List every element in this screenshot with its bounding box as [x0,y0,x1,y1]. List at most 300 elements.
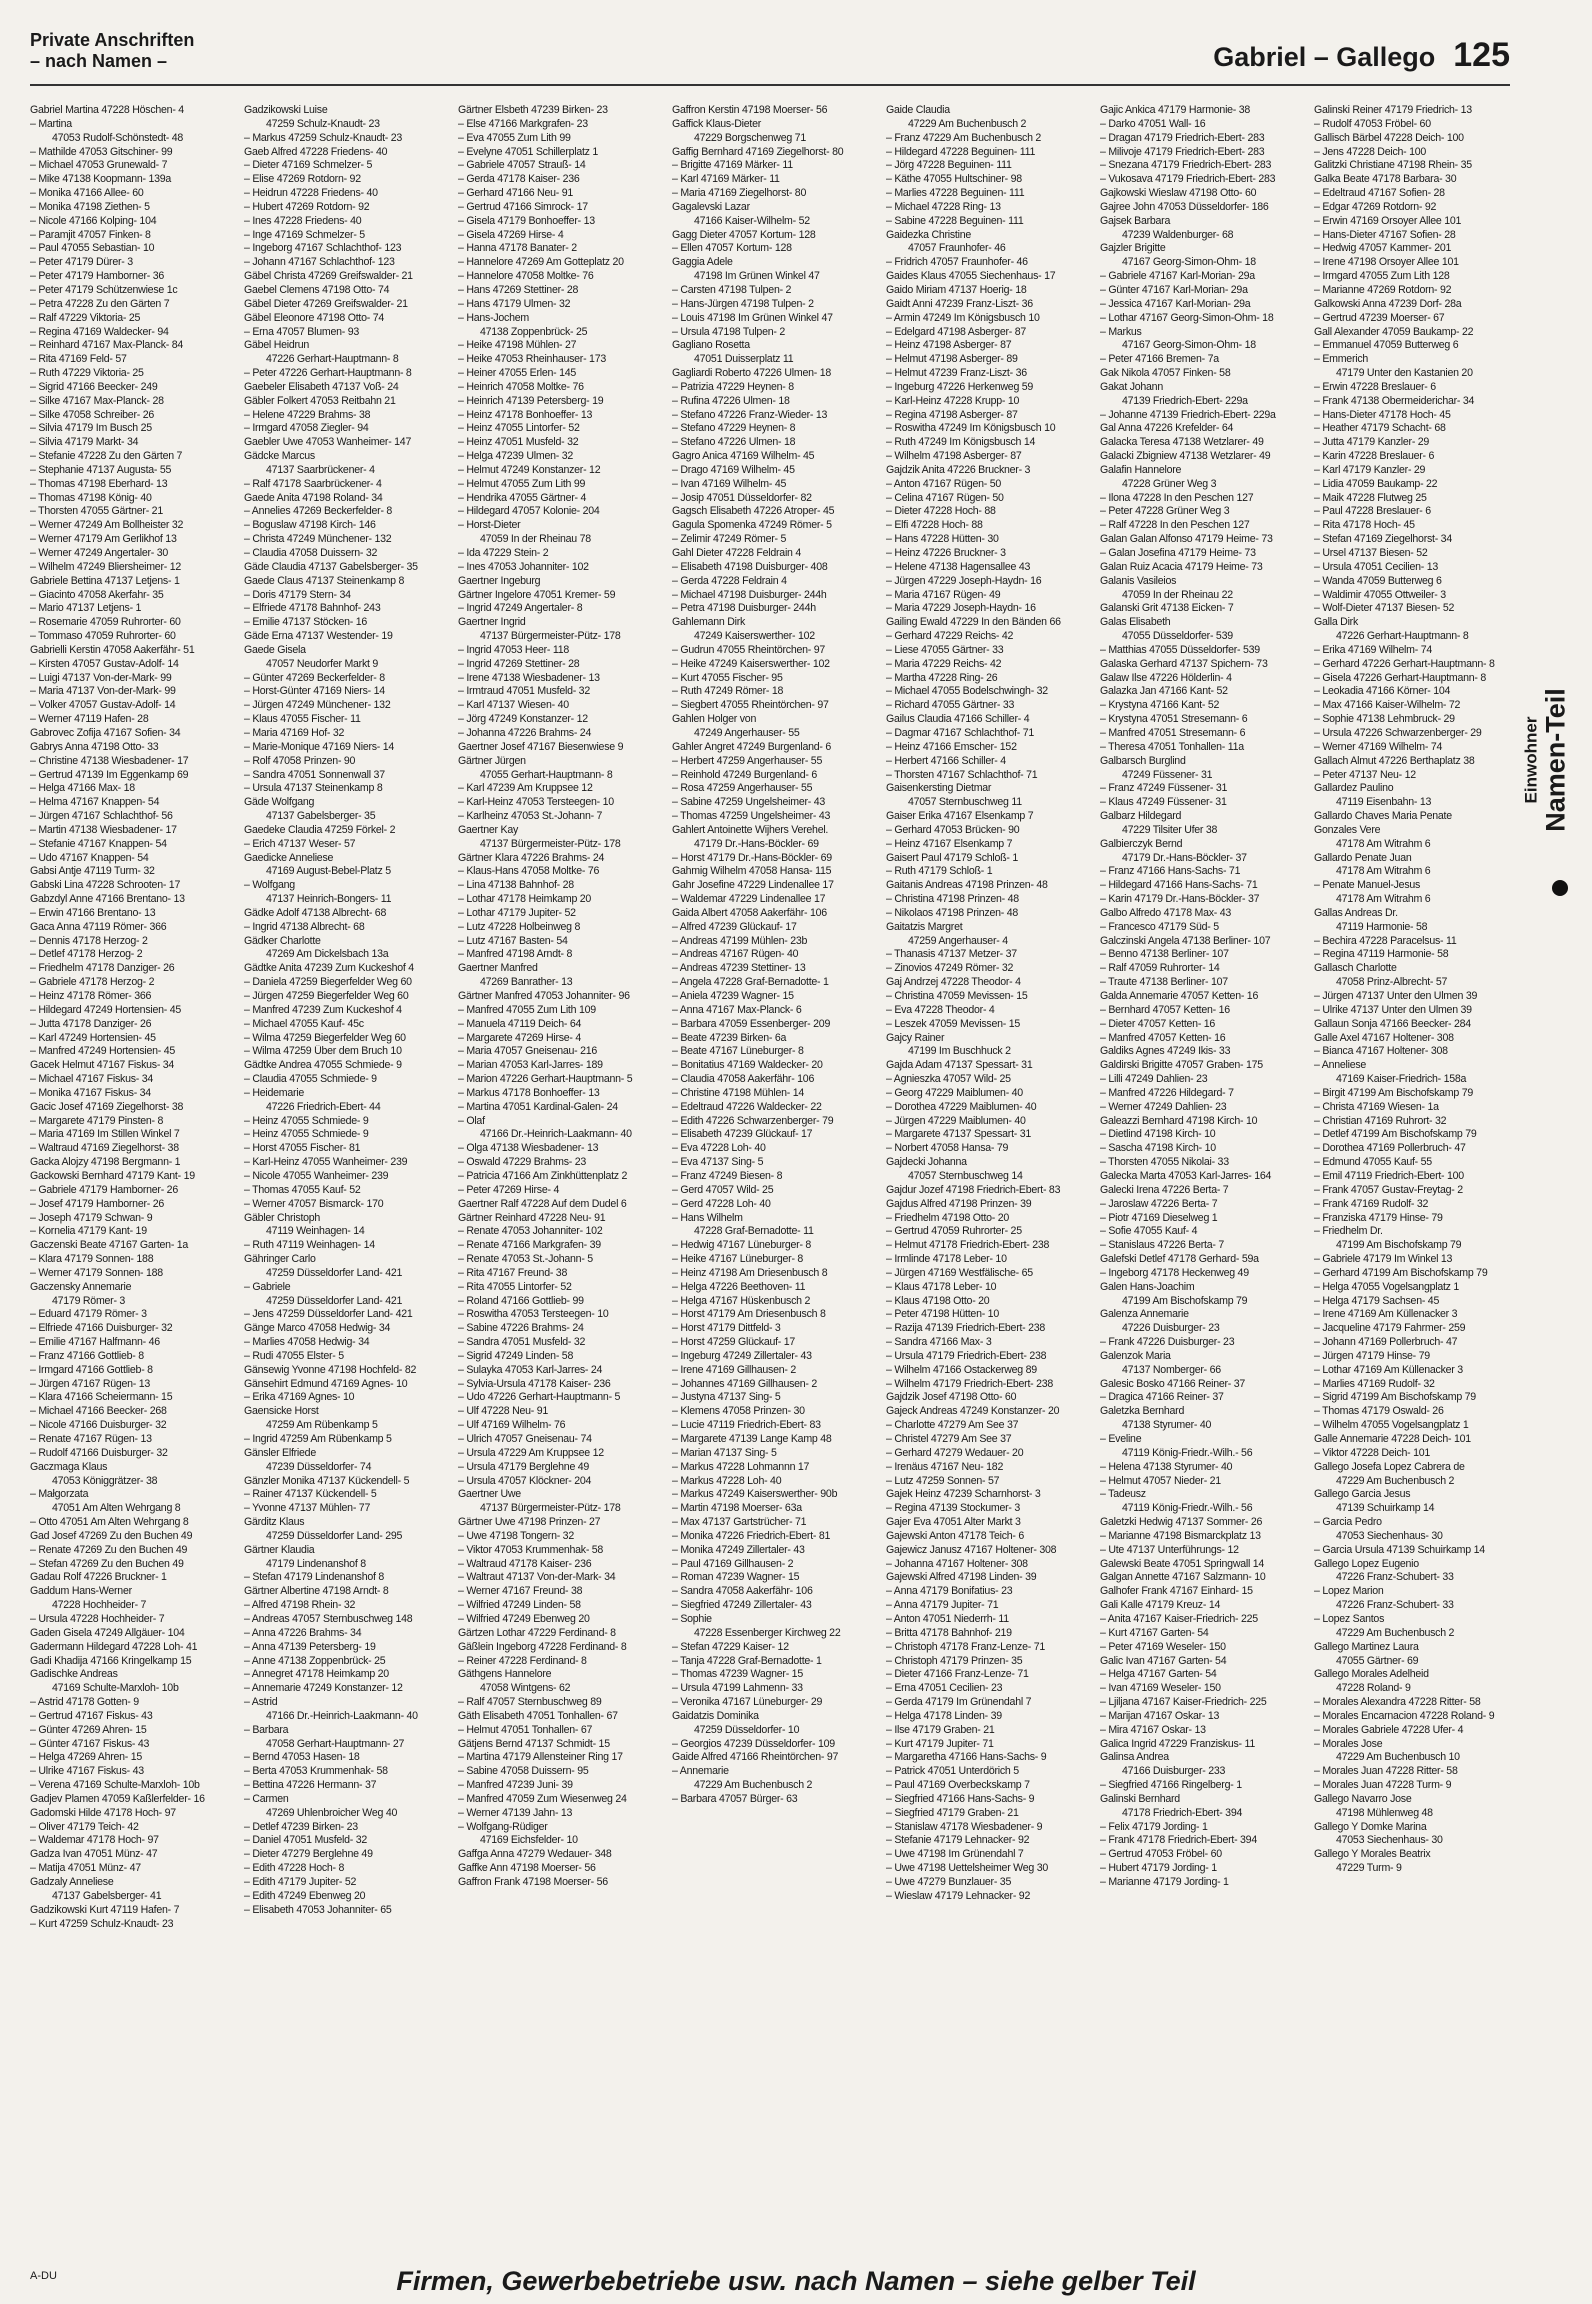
listing-entry: – Johanna 47167 Holtener- 308 [886,1557,1028,1570]
listing-entry: Galinsa Andrea [1100,1751,1169,1764]
listing-column-6 [1100,104,1306,2214]
listing-entry: – Christoph 47179 Prinzen- 35 [886,1654,1023,1667]
listing-entry: – Sophie [672,1612,712,1625]
listing-entry: – Ida 47229 Stein- 2 [458,547,549,559]
listing-entry: Gallaun Sonja 47166 Beecker- 284 [1314,1017,1471,1030]
listing-entry: – Silvia 47179 Markt- 34 [30,436,139,449]
listing-entry: – Matija 47051 Münz- 47 [30,1862,141,1875]
listing-entry: – Uwe 47279 Bunzlauer- 35 [886,1876,1012,1888]
listing-entry: – Lidia 47059 Baukamp- 22 [1314,477,1438,490]
listing-entry: – Rita 47055 Lintorfer- 52 [458,1280,572,1293]
listing-entry: – Elfriede 47166 Duisburger- 32 [30,1322,173,1335]
listing-entry: – Andreas 47057 Sternbuschweg 148 [244,1612,413,1625]
listing-entry: – Johann 47167 Schlachthof- 123 [244,256,395,269]
listing-entry: – Klemens 47058 Prinzen- 30 [672,1405,805,1418]
listing-entry: – Helmut 47239 Franz-Liszt- 36 [886,367,1027,380]
listing-entry: – Stefano 47226 Franz-Wieder- 13 [672,408,828,421]
listing-entry: – Jürgen 47229 Joseph-Haydn- 16 [886,574,1042,587]
listing-entry: – Karl 47239 Am Kruppsee 12 [458,782,593,795]
listing-entry: – Carmen [244,1792,289,1805]
listing-entry: – Barbara [244,1723,289,1736]
listing-entry: – Krystyna 47051 Stresemann- 6 [1100,713,1248,726]
listing-entry: Gabrielli Kerstin 47058 Aakerfähr- 51 [30,643,195,656]
listing-entry: Gärtner Uwe 47198 Prinzen- 27 [458,1516,601,1529]
listing-entry: – Wilhelm 47179 Friedrich-Ebert- 238 [886,1377,1054,1390]
listing-entry: Gaffron Frank 47198 Moerser- 56 [458,1876,608,1888]
listing-entry: – Hans-Jochem [458,311,529,324]
listing-entry: – Astrid 47178 Gotten- 9 [30,1696,139,1709]
listing-entry: 47178 Am Witrahm 6 [1336,893,1431,906]
listing-entry: – Heinz 47055 Lintorfer- 52 [458,422,580,435]
listing-column-5 [886,104,1092,2214]
listing-entry: – Rudi 47055 Elster- 5 [244,1349,344,1362]
listing-entry: Galecka Marta 47053 Karl-Jarres- 164 [1100,1169,1272,1182]
listing-entry: Gäbler Christoph [244,1211,321,1224]
listing-entry: – Martina [30,117,72,130]
listing-entry: 47269 Am Dickelsbach 13a [266,948,389,961]
listing-entry: – Helga 47167 Hüskenbusch 2 [672,1294,811,1307]
listing-entry: – Olaf [458,1114,485,1127]
listing-entry: – Manfred 47198 Arndt- 8 [458,948,573,961]
listing-entry: – Werner 47167 Freund- 38 [458,1585,583,1598]
listing-entry: Gänsewig Yvonne 47198 Hochfeld- 82 [244,1363,417,1376]
listing-entry: – Thomas 47198 Eberhard- 13 [30,477,168,490]
listing-entry: – Claudia 47058 Aakerfähr- 106 [672,1073,815,1086]
listing-entry: Gall Alexander 47059 Baukamp- 22 [1314,325,1474,338]
listing-entry: – Michael 47055 Bodelschwingh- 32 [886,685,1048,698]
listing-entry: – Frank 47138 Obermeiderichar- 34 [1314,394,1475,407]
listing-entry: 47138 Zoppenbrück- 25 [480,325,588,338]
listing-entry: Galanis Vasileios [1100,574,1177,587]
listing-entry: – Helga 47226 Beethoven- 11 [672,1280,806,1293]
listing-entry: Galeazzi Bernhard 47198 Kirch- 10 [1100,1114,1258,1127]
listing-entry: – Mathilde 47053 Gitschiner- 99 [30,145,173,158]
listing-entry: Gaden Gisela 47249 Allgäuer- 104 [30,1626,185,1639]
listing-entry: – Maria 47229 Joseph-Haydn- 16 [886,602,1036,615]
listing-entry: Gallas Andreas Dr. [1314,906,1398,919]
listing-entry: 47229 Am Buchenbusch 2 [1336,1626,1455,1639]
listing-entry: 47226 Franz-Schubert- 33 [1336,1599,1454,1612]
listing-entry: Galczinski Angela 47138 Berliner- 107 [1100,934,1271,947]
section-title [30,30,194,72]
listing-entry: Gagula Spomenka 47249 Römer- 5 [672,519,832,532]
listing-entry: Gaedicke Anneliese [244,851,334,864]
listing-entry: 47053 Siechenhaus- 30 [1336,1529,1443,1542]
listing-entry: – Anna 47167 Max-Planck- 6 [672,1003,802,1016]
listing-entry: – Irene 47169 Am Küllenacker 3 [1314,1308,1458,1321]
listing-entry: – Frank 47178 Friedrich-Ebert- 394 [1100,1834,1257,1847]
listing-entry: – Anna 47179 Jupiter- 71 [886,1599,999,1612]
listing-entry: – Marlies 47228 Beguinen- 111 [886,187,1025,200]
listing-entry: – Horst 47179 Dittfeld- 3 [672,1322,781,1335]
listing-entry: Galica Ingrid 47229 Franziskus- 11 [1100,1737,1255,1750]
listing-entry: – Jörg 47228 Beguinen- 111 [886,159,1012,172]
listing-entry: – Werner 47169 Wilhelm- 74 [1314,740,1443,753]
listing-entry: – Alfred 47239 Glückauf- 17 [672,920,797,933]
listing-entry: – Marlies 47169 Rudolf- 32 [1314,1377,1435,1390]
listing-entry: – Heinz 47178 Bonhoeffer- 13 [458,408,593,421]
listing-entry: Gärtner Reinhard 47228 Neu- 91 [458,1211,606,1224]
listing-entry: Gallego Y Domke Marina [1314,1820,1427,1833]
listing-column-4 [672,104,878,2214]
listing-entry: – Maria 47169 Im Stillen Winkel 7 [30,1128,180,1141]
listing-entry: – Helmut 47178 Friedrich-Ebert- 238 [886,1239,1050,1252]
listing-entry: – Jens 47228 Deich- 100 [1314,145,1427,158]
listing-entry: 47166 Kaiser-Wilhelm- 52 [694,214,810,227]
bullet-marker-icon [1552,880,1568,896]
listing-entry: 47167 Georg-Simon-Ohm- 18 [1122,256,1256,269]
listing-entry: 47059 In der Rheinau 22 [1122,588,1233,601]
listing-entry: – Jürgen 47137 Unter den Ulmen 39 [1314,990,1478,1002]
listing-entry: – Wilma 47259 Über dem Bruch 10 [244,1045,402,1058]
listing-entry: – Morales Jose [1314,1737,1383,1750]
listing-columns [30,104,1520,2214]
listing-entry: Gädker Charlotte [244,934,321,947]
listing-entry: – Gertrud 47167 Fiskus- 43 [30,1709,153,1722]
listing-entry: Gaisenkersting Dietmar [886,782,992,795]
listing-entry: – Krystyna 47166 Kant- 52 [1100,699,1220,712]
listing-entry: Gäbler Folkert 47053 Reitbahn 21 [244,394,396,407]
listing-entry: Galbo Alfredo 47178 Max- 43 [1100,906,1232,919]
listing-entry: Galenzok Maria [1100,1349,1171,1362]
listing-entry: – Waltraud 47169 Ziegelhorst- 38 [30,1142,179,1155]
listing-entry: – Daniel 47051 Musfeld- 32 [244,1834,368,1847]
listing-entry: Gali Kalle 47179 Kreuz- 14 [1100,1599,1221,1612]
listing-entry: – Ruth 47249 Im Königsbusch 14 [886,436,1036,449]
listing-entry: – Wanda 47059 Butterweg 6 [1314,574,1442,587]
listing-entry: – Silvia 47179 Im Busch 25 [30,422,152,435]
listing-entry: Galaska Gerhard 47137 Spichern- 73 [1100,657,1268,670]
listing-entry: – Silke 47167 Max-Planck- 28 [30,394,164,407]
listing-entry: Gaebeler Elisabeth 47137 Voß- 24 [244,380,399,393]
listing-entry: – Elise 47269 Rotdorn- 92 [244,173,361,186]
listing-entry: – Frank 47226 Duisburger- 23 [1100,1336,1235,1349]
listing-entry: 47178 Am Witrahm 6 [1336,837,1431,850]
listing-entry: – Thanasis 47137 Metzer- 37 [886,948,1017,961]
listing-entry: Gajer Eva 47051 Alter Markt 3 [886,1516,1021,1529]
listing-entry: Gaj Andrzej 47228 Theodor- 4 [886,976,1021,989]
listing-entry: – Bonitatius 47169 Waldecker- 20 [672,1059,823,1072]
listing-entry: – Rita 47178 Hoch- 45 [1314,519,1415,532]
listing-entry: – Sandra 47051 Sonnenwall 37 [244,768,385,781]
listing-entry: – Liese 47055 Gärtner- 33 [886,643,1004,656]
listing-entry: – Helga 47178 Linden- 39 [886,1709,1002,1722]
listing-entry: – Irmgard 47166 Gottlieb- 8 [30,1363,153,1376]
listing-entry: – Stefan 47179 Lindenanshof 8 [244,1571,385,1584]
listing-entry: – Ursula 47051 Cecilien- 13 [1314,560,1438,573]
listing-entry: 47057 Fraunhofer- 46 [908,242,1006,255]
listing-entry: – Uwe 47198 Im Grünendahl 7 [886,1848,1024,1861]
listing-entry: Gärtner Manfred 47053 Johanniter- 96 [458,990,630,1002]
listing-entry: – Penate Manuel-Jesus [1314,879,1421,892]
listing-entry: – Jaroslaw 47226 Berta- 7 [1100,1197,1218,1210]
listing-entry: – Morales Juan 47228 Ritter- 58 [1314,1765,1458,1778]
listing-entry: Gärtner Jürgen [458,754,526,767]
listing-entry: – Ingeborg 47167 Schlachthof- 123 [244,242,402,255]
listing-entry: – Siegfried 47166 Ringelberg- 1 [1100,1779,1242,1792]
listing-entry: Gaertner Ingeburg [458,574,541,587]
listing-entry: 47259 Am Rübenkamp 5 [266,1419,378,1432]
listing-entry: – Georg 47229 Maiblumen- 40 [886,1086,1023,1099]
listing-entry: Galic Ivan 47167 Garten- 54 [1100,1654,1227,1667]
listing-entry: – Sigrid 47166 Beecker- 249 [30,380,158,393]
listing-entry: – Peter 47179 Hamborner- 36 [30,270,164,283]
listing-entry: Galle Axel 47167 Holtener- 308 [1314,1031,1454,1044]
listing-entry: – Max 47166 Kaiser-Wilhelm- 72 [1314,699,1461,712]
listing-entry: – Werner 47119 Hafen- 28 [30,713,149,726]
listing-entry: – Margarete 47139 Lange Kamp 48 [672,1433,832,1445]
listing-entry: – Karl 47137 Wiesen- 40 [458,699,569,712]
listing-entry: – Hannelore 47269 Am Gotteplatz 20 [458,256,624,269]
listing-entry: – Michael 47167 Fiskus- 34 [30,1073,154,1086]
listing-entry: – Hubert 47179 Jording- 1 [1100,1862,1217,1875]
listing-entry: Gädke Adolf 47138 Albrecht- 68 [244,906,387,919]
listing-entry: 47139 Friedrich-Ebert- 229a [1122,394,1248,407]
listing-entry: – Klaus 47178 Leber- 10 [886,1280,997,1293]
listing-entry: – Otto 47051 Am Alten Wehrgang 8 [30,1516,189,1529]
listing-entry: – Jürgen 47167 Schlachthof- 56 [30,810,173,823]
listing-entry: – Christian 47169 Ruhrort- 32 [1314,1114,1447,1127]
listing-entry: – Hans Wilhelm [672,1211,743,1224]
listing-entry: – Renate 47269 Zu den Buchen 49 [30,1543,188,1556]
listing-entry: – Maria 47057 Gneisenau- 216 [458,1045,598,1058]
listing-entry: – Franz 47249 Biesen- 8 [672,1169,783,1182]
side-tab-line1: Einwohner [1521,716,1541,804]
listing-entry: 47051 Duisserplatz 11 [694,353,794,366]
listing-entry: – Heiner 47055 Erlen- 145 [458,367,577,380]
listing-entry: 47119 König-Friedr.-Wilh.- 56 [1122,1446,1253,1459]
listing-entry: – Andreas 47167 Rügen- 40 [672,948,799,961]
listing-entry: – Reinhard 47167 Max-Planck- 84 [30,339,184,352]
listing-entry: Gajree John 47053 Düsseldorfer- 186 [1100,200,1269,213]
listing-entry: – Sofie 47055 Kauf- 4 [1100,1225,1198,1238]
listing-entry: 47228 Graf-Bernadotte- 11 [694,1225,814,1238]
listing-entry: – Felix 47179 Jording- 1 [1100,1820,1208,1833]
listing-entry: – Kornelia 47179 Kant- 19 [30,1225,147,1238]
listing-entry: Gaczmaga Klaus [30,1460,108,1473]
listing-entry: – Elfi 47228 Hoch- 88 [886,519,983,532]
listing-entry: – Stephanie 47137 Augusta- 55 [30,463,172,476]
listing-entry: – Edeltraud 47167 Sofien- 28 [1314,187,1445,200]
listing-entry: – Maria 47169 Ziegelhorst- 80 [672,187,807,200]
listing-entry: – Rita 47167 Freund- 38 [458,1266,568,1279]
listing-entry: – Wilfried 47249 Linden- 58 [458,1599,581,1612]
listing-entry: Gadzikowski Kurt 47119 Hafen- 7 [30,1903,180,1916]
listing-entry: – Ralf 47178 Saarbrückener- 4 [244,477,382,490]
listing-entry: Galdirski Brigitte 47057 Graben- 175 [1100,1059,1263,1072]
listing-entry: – Helene 47138 Hagensallee 43 [886,560,1031,573]
listing-entry: – Ulf 47169 Wilhelm- 76 [458,1419,566,1432]
listing-entry: – Kurt 47055 Fischer- 95 [672,671,783,684]
listing-entry: – Erika 47169 Agnes- 10 [244,1391,355,1404]
listing-entry: – Hans 47179 Ulmen- 32 [458,297,571,310]
listing-entry: – Renate 47053 St.-Johann- 5 [458,1253,593,1266]
listing-entry: – Gabriele 47179 Im Winkel 13 [1314,1253,1453,1266]
listing-entry: Galetzka Bernhard [1100,1405,1185,1418]
listing-entry: – Anna 47226 Brahms- 34 [244,1626,362,1639]
listing-entry: – Inge 47169 Schmelzer- 5 [244,228,365,241]
listing-entry: Gäbel Eleonore 47198 Otto- 74 [244,311,384,324]
listing-entry: – Annegret 47178 Heimkamp 20 [244,1668,389,1681]
listing-entry: Gaeb Alfred 47228 Friedens- 40 [244,145,388,158]
listing-entry: – Lina 47138 Bahnhof- 28 [458,879,574,892]
listing-entry: – Christina 47198 Prinzen- 48 [886,893,1019,906]
listing-entry: – Roswitha 47249 Im Königsbusch 10 [886,422,1056,435]
listing-entry: – Theresa 47051 Tonhallen- 11a [1100,740,1244,753]
listing-entry: – Jürgen 47249 Münchener- 132 [244,699,391,712]
listing-entry: – Helga 47166 Max- 18 [30,782,135,795]
listing-entry: 47166 Duisburger- 233 [1122,1765,1226,1778]
listing-entry: – Markus 47178 Bonhoeffer- 13 [458,1086,600,1099]
listing-entry: – Thorsten 47055 Gärtner- 21 [30,505,163,518]
listing-entry: Galkowski Anna 47239 Dorf- 28a [1314,297,1462,310]
listing-entry: – Peter 47269 Hirse- 4 [458,1183,560,1196]
listing-entry: 47137 Gabelsberger- 35 [266,810,376,823]
listing-entry: – Volker 47057 Gustav-Adolf- 14 [30,699,176,712]
listing-entry: Gagg Dieter 47057 Kortum- 128 [672,228,816,241]
listing-entry: 47137 Nomberger- 66 [1122,1363,1221,1376]
listing-entry: – Else 47166 Markgrafen- 23 [458,117,588,130]
listing-entry: – Uwe 47198 Tongern- 32 [458,1529,574,1542]
listing-entry: Galesic Bosko 47166 Reiner- 37 [1100,1377,1246,1390]
listing-entry: 47137 Bürgermeister-Pütz- 178 [480,837,621,850]
listing-entry: 47259 Angerhauser- 4 [908,934,1008,947]
listing-entry: Gaffke Ann 47198 Moerser- 56 [458,1862,596,1875]
listing-entry: 47119 Eisenbahn- 13 [1336,796,1432,809]
listing-entry: – Monika 47226 Friedrich-Ebert- 81 [672,1529,831,1542]
listing-entry: – Markus 47228 Loh- 40 [672,1474,782,1487]
listing-entry: – Markus [1100,325,1142,338]
listing-entry: Gäbel Dieter 47269 Greifswalder- 21 [244,297,408,310]
listing-entry: – Rudolf 47053 Fröbel- 60 [1314,117,1431,130]
listing-entry: – Patrick 47051 Unterdörich 5 [886,1765,1019,1778]
listing-entry: – Siegbert 47055 Rheintörchen- 97 [672,699,829,712]
listing-entry: Gad Josef 47269 Zu den Buchen 49 [30,1529,193,1542]
listing-entry: – Herbert 47259 Angerhauser- 55 [672,754,823,767]
listing-entry: Gallego Lopez Eugenio [1314,1557,1419,1570]
listing-entry: Gadau Rolf 47226 Bruckner- 1 [30,1571,167,1584]
listing-entry: Gabriele Bettina 47137 Letjens- 1 [30,574,180,587]
listing-entry: – Dragica 47166 Reiner- 37 [1100,1391,1224,1404]
listing-entry: 47138 Styrumer- 40 [1122,1419,1212,1432]
listing-entry: – Ursel 47137 Biesen- 52 [1314,547,1428,559]
listing-entry: – Wilhelm 47249 Bliersheimer- 12 [30,560,181,573]
listing-entry: 47119 König-Friedr.-Wilh.- 56 [1122,1502,1253,1515]
listing-entry: Gädtke Andrea 47055 Schmiede- 9 [244,1059,402,1072]
listing-entry: – Heinz 47167 Elsenkamp 7 [886,837,1013,850]
listing-entry: – Maria 47169 Hof- 32 [244,726,345,739]
listing-entry: – Lilli 47249 Dahlien- 23 [1100,1073,1208,1086]
page-header [30,30,1510,80]
listing-entry: Gajdzik Anita 47226 Bruckner- 3 [886,463,1031,476]
listing-entry: Gajic Ankica 47179 Harmonie- 38 [1100,104,1251,116]
listing-entry: – Wilhelm 47055 Vogelsangplatz 1 [1314,1419,1469,1432]
listing-entry: – Hildegard 47249 Hortensien- 45 [30,1003,182,1016]
listing-entry: – Heinz 47055 Schmiede- 9 [244,1114,369,1127]
listing-entry: – Giacinto 47058 Akerfahr- 35 [30,588,164,601]
listing-entry: – Tommaso 47059 Ruhrorter- 60 [30,630,176,643]
listing-entry: – Kurt 47167 Garten- 54 [1100,1626,1209,1639]
listing-entry: Gaisert Paul 47179 Schloß- 1 [886,851,1018,864]
listing-entry: – Jutta 47178 Danziger- 26 [30,1017,152,1030]
listing-entry: Gänzler Monika 47137 Kückendell- 5 [244,1474,410,1487]
listing-entry: – Anton 47167 Rügen- 50 [886,477,1002,490]
listing-entry: – Kirsten 47057 Gustav-Adolf- 14 [30,657,179,670]
listing-entry: Gallach Almut 47226 Berthaplatz 38 [1314,754,1475,767]
listing-entry: – Manfred 47051 Stresemann- 6 [1100,726,1246,739]
listing-entry: – Benno 47138 Berliner- 107 [1100,948,1229,961]
listing-entry: Gärtner Elsbeth 47239 Birken- 23 [458,104,608,116]
name-range: Gabriel – Gallego [1213,42,1436,72]
listing-entry: – Dennis 47178 Herzog- 2 [30,934,148,947]
listing-entry: – Gisela 47179 Bonhoeffer- 13 [458,214,595,227]
listing-entry: – Sabine 47259 Ungelsheimer- 43 [672,796,826,809]
listing-entry: – Bernd 47053 Hasen- 18 [244,1751,360,1764]
listing-entry: Gäde Claudia 47137 Gabelsberger- 35 [244,560,418,573]
listing-entry: – Christina 47059 Mevissen- 15 [886,990,1028,1002]
side-tab-line2: Namen-Teil [1540,688,1571,832]
listing-entry: 47226 Friedrich-Ebert- 44 [266,1100,381,1113]
listing-entry: – Luigi 47137 Von-der-Mark- 99 [30,671,172,684]
listing-entry: – Karl-Heinz 47228 Krupp- 10 [886,394,1020,407]
listing-entry: – Ilse 47179 Graben- 21 [886,1723,995,1736]
listing-entry: – Irmlinde 47178 Leber- 10 [886,1253,1007,1266]
listing-entry: Gärtner Klaudia [244,1543,315,1556]
listing-entry: – Werner 47057 Bismarck- 170 [244,1197,384,1210]
listing-entry: – Carsten 47198 Tulpen- 2 [672,283,792,296]
listing-entry: – Astrid [244,1696,278,1709]
listing-entry: Gajeck Andreas 47249 Konstanzer- 20 [886,1405,1060,1418]
listing-entry: – Sabine 47228 Beguinen- 111 [886,214,1024,227]
listing-entry: 47239 Düsseldorfer- 74 [266,1460,372,1473]
listing-entry: – Stanislaw 47178 Wiesbadener- 9 [886,1820,1043,1833]
listing-entry: Gonzales Vere [1314,823,1381,836]
listing-entry: 47229 Turm- 9 [1336,1862,1402,1875]
listing-entry: – Leszek 47059 Mevissen- 15 [886,1017,1020,1030]
listing-entry: – Verena 47169 Schulte-Marxloh- 10b [30,1779,200,1792]
listing-entry: – Hans-Dieter 47167 Sofien- 28 [1314,228,1456,241]
listing-entry: Gäthgens Hannelore [458,1668,552,1681]
listing-entry: – Nicole 47166 Kolping- 104 [30,214,157,227]
listing-entry: Gaide Claudia [886,104,950,116]
listing-entry: – Karl 47169 Märker- 11 [672,173,780,186]
listing-entry: – Irene 47138 Wiesbadener- 13 [458,671,600,684]
listing-entry: – Hannelore 47058 Moltke- 76 [458,270,594,283]
listing-entry: – Yvonne 47137 Mühlen- 77 [244,1502,371,1515]
listing-entry: – Ingrid 47138 Albrecht- 68 [244,920,365,933]
listing-entry: – Johannes 47169 Gillhausen- 2 [672,1377,818,1390]
listing-entry: Gahlen Holger von [672,713,757,726]
listing-entry: 47053 Königgrätzer- 38 [52,1474,158,1487]
listing-entry: – Peter 47226 Gerhart-Hauptmann- 8 [244,367,412,380]
listing-entry: – Stefanie 47179 Lehnacker- 92 [886,1834,1030,1847]
listing-entry: – Lothar 47178 Heimkamp 20 [458,893,592,906]
listing-entry: – Monika 47167 Fiskus- 34 [30,1086,151,1099]
listing-entry: – Edith 47228 Hoch- 8 [244,1862,345,1875]
listing-entry: – Jacqueline 47179 Fahrmer- 259 [1314,1322,1466,1335]
listing-entry: – Hendrika 47055 Gärtner- 4 [458,491,587,504]
listing-entry: – Ivan 47169 Weseler- 150 [1100,1682,1221,1695]
listing-entry: 47058 Gerhart-Hauptmann- 27 [266,1737,405,1750]
listing-entry: 47169 Kaiser-Friedrich- 158a [1336,1073,1467,1086]
listing-entry: 47166 Dr.-Heinrich-Laakmann- 40 [480,1128,632,1141]
listing-entry: – Gerhard 47053 Brücken- 90 [886,823,1020,836]
listing-entry: Galazka Jan 47166 Kant- 52 [1100,685,1228,698]
listing-entry: – Ivan 47169 Wilhelm- 45 [672,477,787,490]
listing-entry: – Jürgen 47169 Westfälische- 65 [886,1266,1033,1279]
listing-entry: – Heike 47167 Lüneburger- 8 [672,1253,804,1266]
listing-entry: Galbierczyk Bernd [1100,837,1183,850]
